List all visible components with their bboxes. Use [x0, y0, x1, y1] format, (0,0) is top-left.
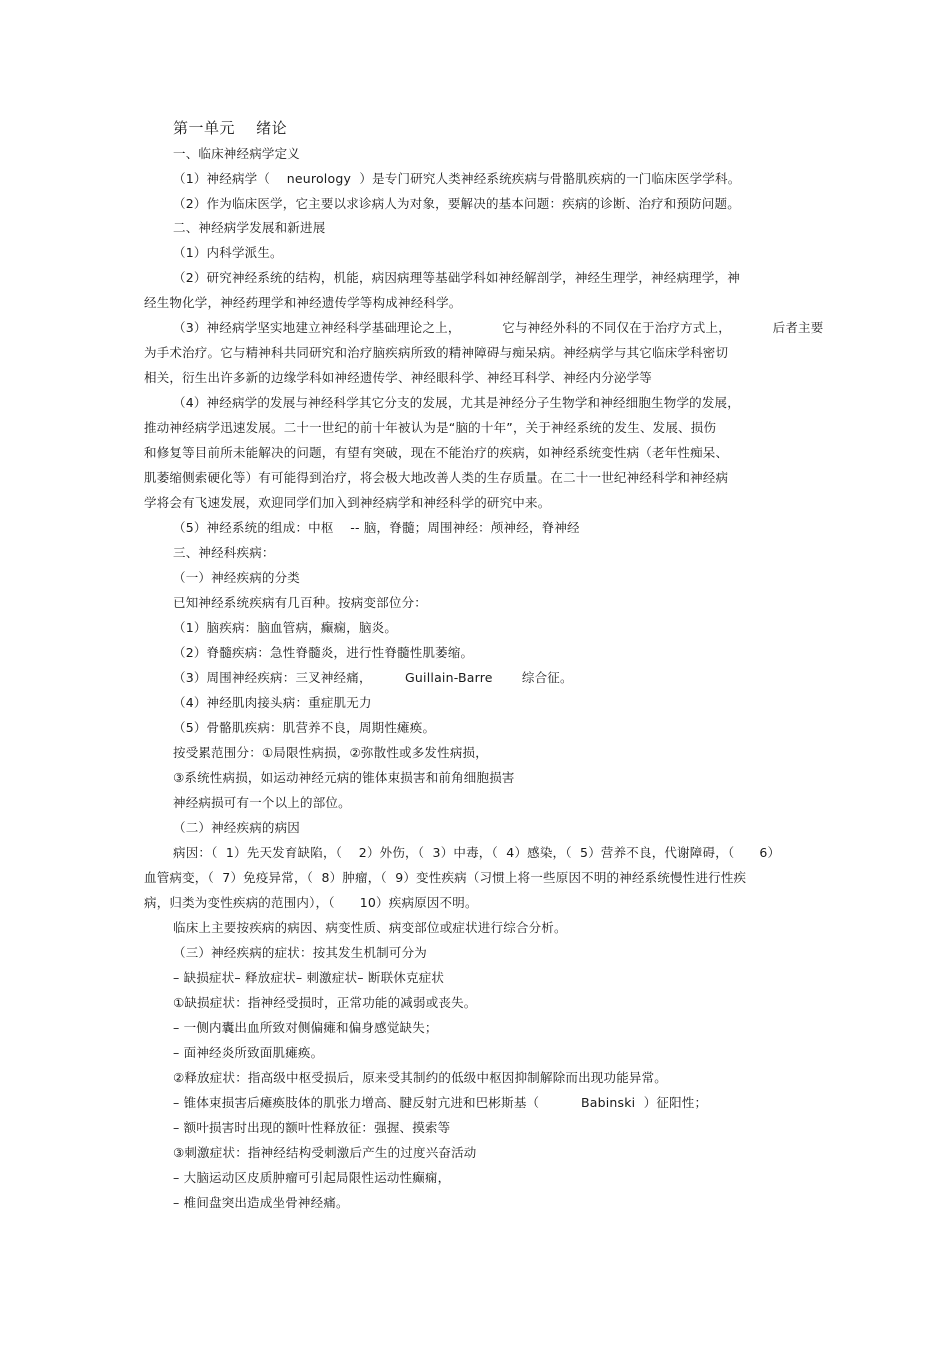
paragraph-line: – 椎间盘突出造成坐骨神经痛。	[173, 1195, 349, 1210]
paragraph-line: （1）神经病学（ neurology ）是专门研究人类神经系统疾病与骨骼肌疾病的一门临床医学学科。	[173, 171, 741, 186]
paragraph-line: ③刺激症状：指神经结构受刺激后产生的过度兴奋活动	[173, 1145, 477, 1160]
paragraph-line: 推动神经病学迅速发展。二十一世纪的前十年被认为是“脑的十年”，关于神经系统的发生、发展、损伤	[144, 420, 717, 435]
section-heading: 一、临床神经病学定义	[173, 146, 301, 161]
paragraph-line: （1）内科学派生。	[173, 245, 283, 260]
paragraph-line: 和修复等目前所未能解决的问题，有望有突破，现在不能治疗的疾病，如神经系统变性病（老年性痴呆、	[144, 445, 729, 460]
paragraph-line: 神经病损可有一个以上的部位。	[173, 795, 351, 810]
paragraph-line: – 面神经炎所致面肌瘫痪。	[173, 1045, 324, 1060]
paragraph-line: ①缺损症状：指神经受损时，正常功能的减弱或丧失。	[173, 995, 477, 1010]
paragraph-line: （1）脑疾病：脑血管病，癫痫，脑炎。	[173, 620, 398, 635]
section-heading: 三、神经科疾病：	[173, 545, 275, 560]
subsection-heading: （二）神经疾病的病因	[173, 820, 301, 835]
paragraph-line: 病，归类为变性疾病的范围内），（ 10）疾病原因不明。	[144, 895, 478, 910]
paragraph-line: 相关，衍生出许多新的边缘学科如神经遗传学、神经眼科学、神经耳科学、神经内分泌学等	[144, 370, 653, 385]
paragraph-line: （3）周围神经疾病：三叉神经痛， Guillain-Barre 综合征。	[173, 670, 573, 685]
paragraph-line: （2）脊髓疾病：急性脊髓炎，进行性脊髓性肌萎缩。	[173, 645, 474, 660]
paragraph-line: – 缺损症状– 释放症状– 刺激症状– 断联休克症状	[173, 970, 445, 985]
subsection-heading: （三）神经疾病的症状：按其发生机制可分为	[173, 945, 428, 960]
paragraph-line: 血管病变，（ 7）免疫异常，（ 8）肿瘤，（ 9）变性疾病（习惯上将一些原因不明的神经系统慢性进行性疾	[144, 870, 747, 885]
paragraph-line: – 一侧内囊出血所致对侧偏瘫和偏身感觉缺失；	[173, 1020, 438, 1035]
paragraph-line: ③系统性病损，如运动神经元病的锥体束损害和前角细胞损害	[173, 770, 515, 785]
paragraph-line: （2）作为临床医学，它主要以求诊病人为对象，要解决的基本问题：疾病的诊断、治疗和预防问题。	[173, 196, 740, 211]
paragraph-line: （5）神经系统的组成：中枢 -- 脑，脊髓；周围神经：颅神经，脊神经	[173, 520, 580, 535]
paragraph-line: 按受累范围分：①局限性病损，②弥散性或多发性病损，	[173, 745, 488, 760]
section-heading: 二、神经病学发展和新进展	[173, 220, 326, 235]
paragraph-line: （2）研究神经系统的结构，机能，病因病理等基础学科如神经解剖学，神经生理学，神经病理学，神	[173, 270, 740, 285]
paragraph-line: ②释放症状：指高级中枢受损后，原来受其制约的低级中枢因抑制解除而出现功能异常。	[173, 1070, 668, 1085]
paragraph-line: 学将会有飞速发展，欢迎同学们加入到神经病学和神经科学的研究中来。	[144, 495, 551, 510]
paragraph-line: （5）骨骼肌疾病：肌营养不良，周期性瘫痪。	[173, 720, 436, 735]
paragraph-line: 经生物化学，神经药理学和神经遗传学等构成神经科学。	[144, 295, 462, 310]
paragraph-line: （4）神经肌肉接头病：重症肌无力	[173, 695, 372, 710]
paragraph-line: – 额叶损害时出现的额叶性释放征：强握、摸索等	[173, 1120, 451, 1135]
document-title: 第一单元 绪论	[173, 119, 288, 137]
subsection-heading: （一）神经疾病的分类	[173, 570, 301, 585]
paragraph-line: （4）神经病学的发展与神经科学其它分支的发展，尤其是神经分子生物学和神经细胞生物学的发展，	[173, 395, 740, 410]
paragraph-line: 为手术治疗。它与精神科共同研究和治疗脑疾病所致的精神障碍与痴呆病。神经病学与其它临床学科密切	[144, 345, 729, 360]
paragraph-line: 临床上主要按疾病的病因、病变性质、病变部位或症状进行综合分析。	[173, 920, 567, 935]
paragraph-line: – 大脑运动区皮质肿瘤可引起局限性运动性癫痫，	[173, 1170, 451, 1185]
paragraph-line: – 锥体束损害后瘫痪肢体的肌张力增高、腱反射亢进和巴彬斯基（ Babinski ）征阳性；	[173, 1095, 708, 1110]
paragraph-line: （3）神经病学坚实地建立神经科学基础理论之上， 它与神经外科的不同仅在于治疗方式上， 后者主要	[173, 320, 824, 335]
paragraph-line: 肌萎缩侧索硬化等）有可能得到治疗，将会极大地改善人类的生存质量。在二十一世纪神经科学和神经病	[144, 470, 729, 485]
paragraph-line: 已知神经系统疾病有几百种。按病变部位分：	[173, 595, 428, 610]
paragraph-line: 病因：（ 1）先天发育缺陷，（ 2）外伤，（ 3）中毒，（ 4）感染，（ 5）营养不良，代谢障碍，（ 6）	[173, 845, 781, 860]
